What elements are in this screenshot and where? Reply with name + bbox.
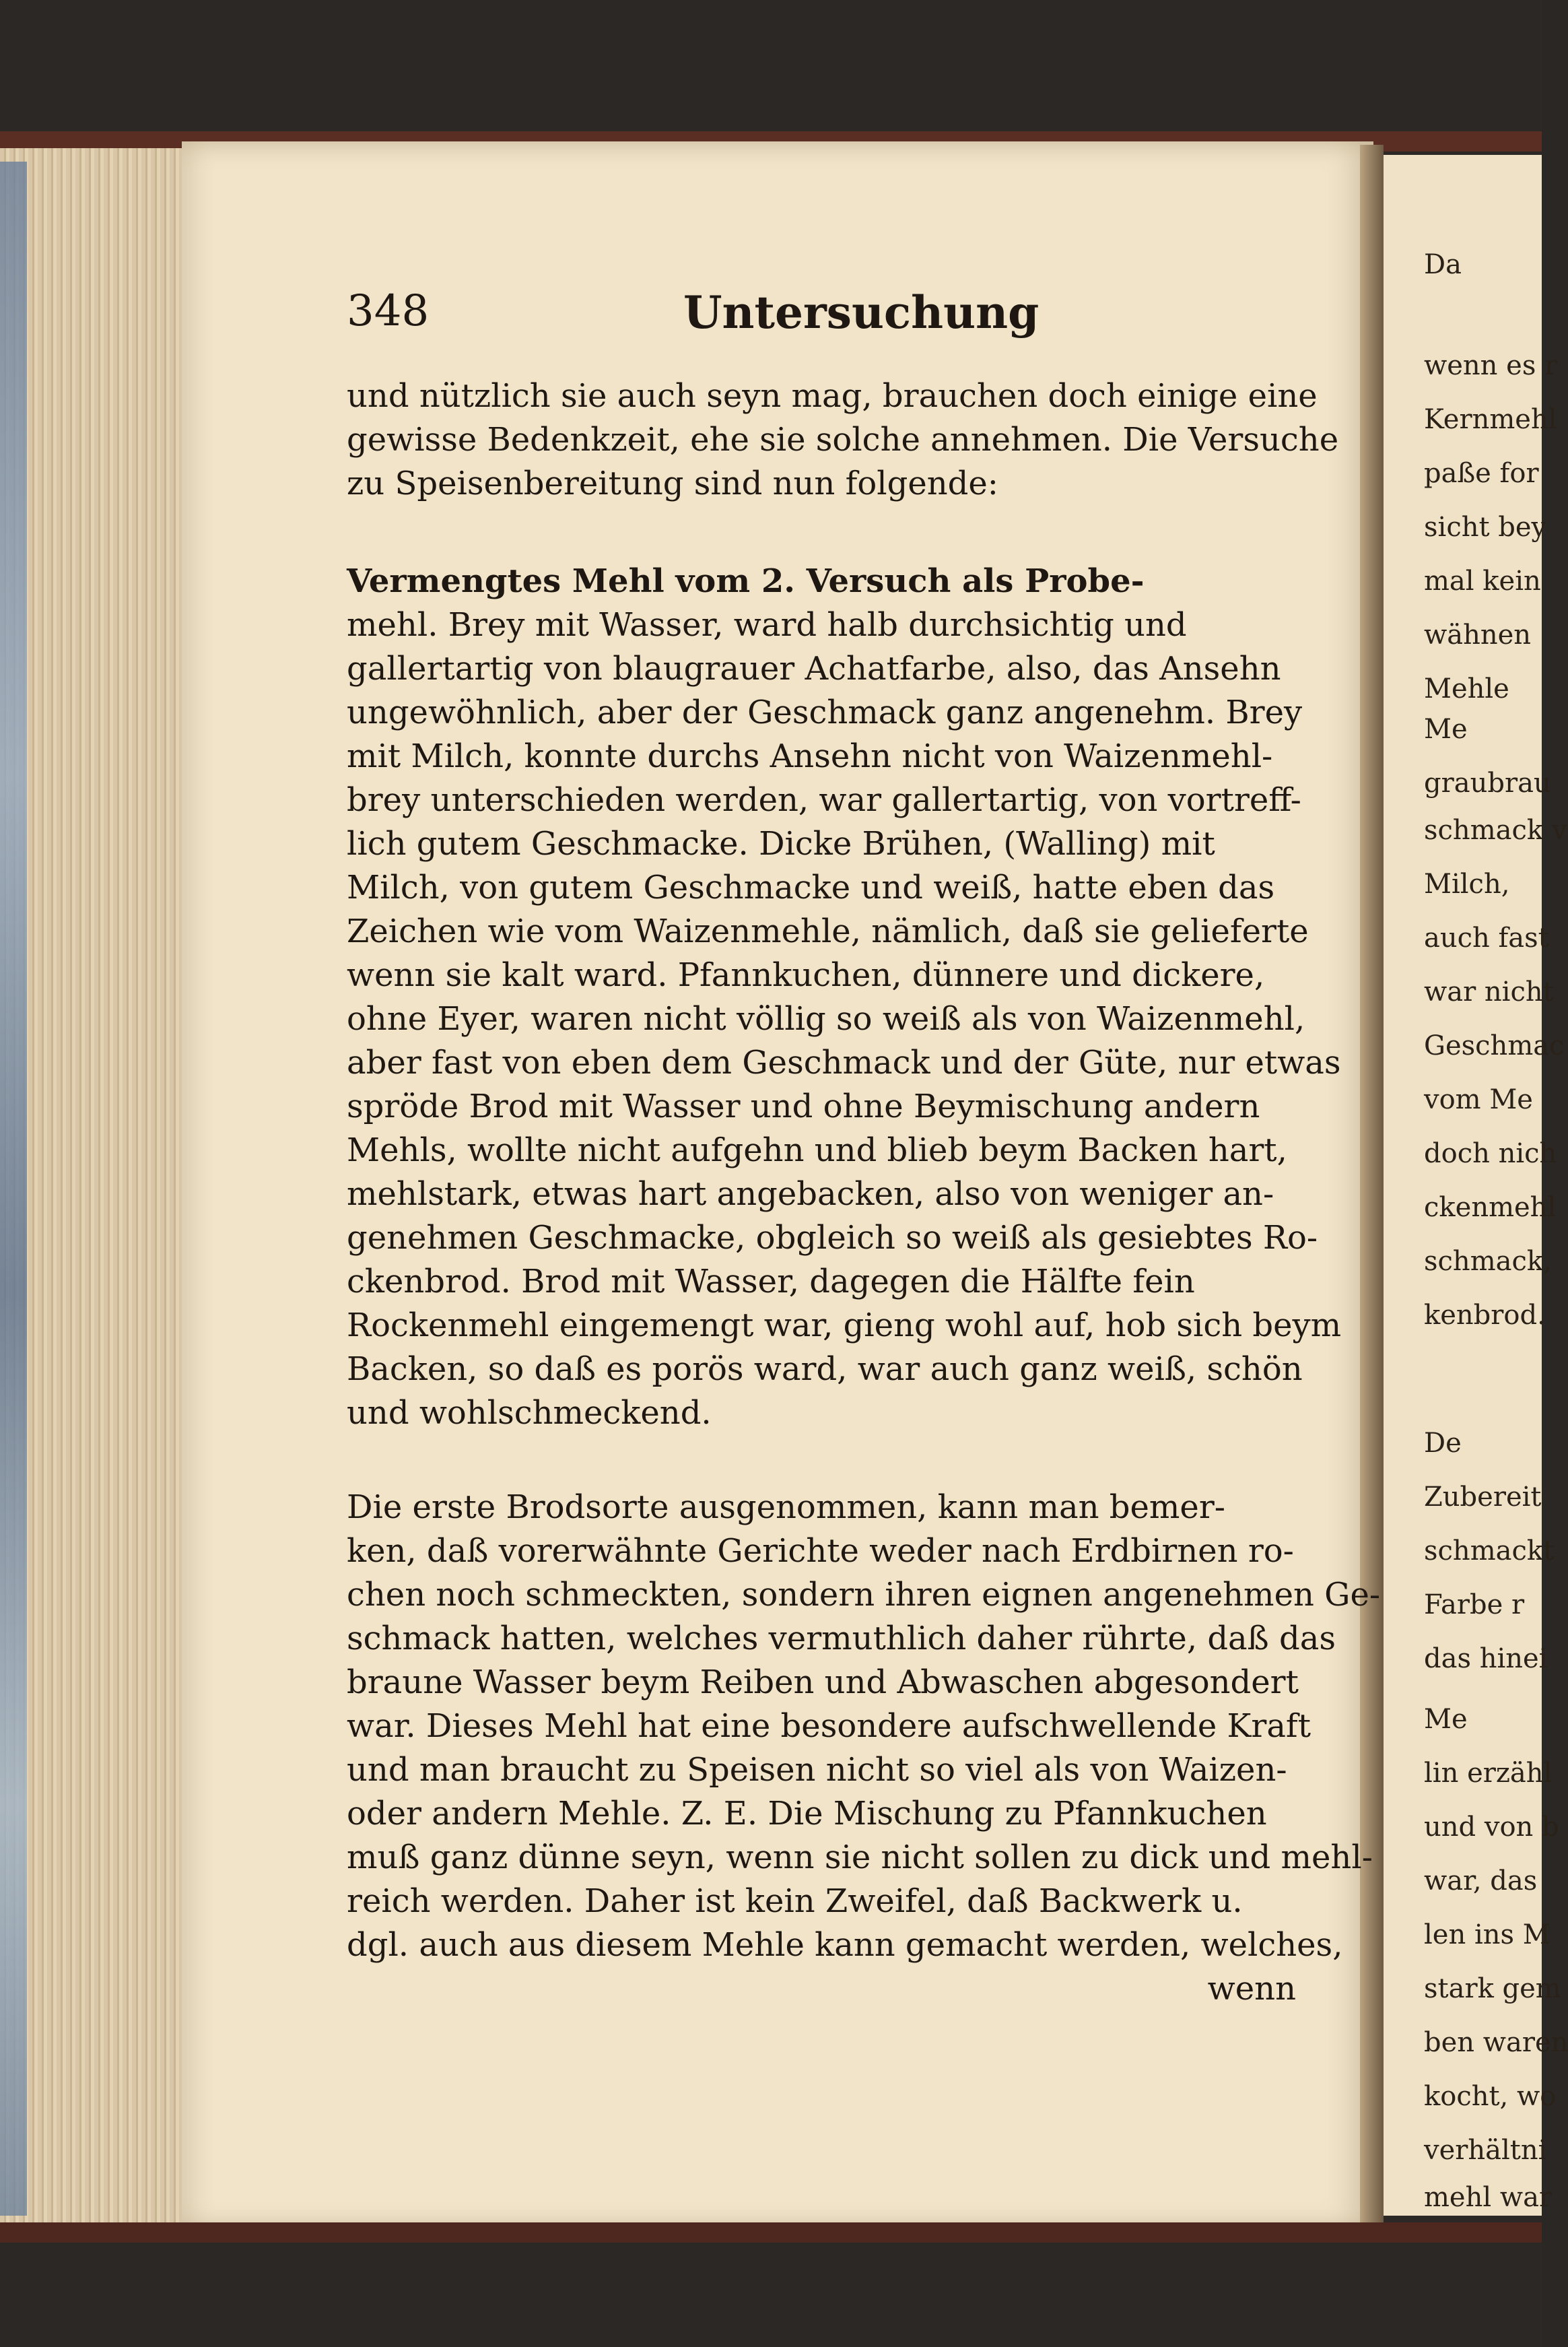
text-line: Backen, so daß es porös ward, war auch ganz weiß, schön bbox=[347, 1350, 1303, 1388]
text-line: Zeichen wie vom Waizenmehle, nämlich, daß sie gelieferte bbox=[347, 913, 1309, 950]
facing-page-line: und von b bbox=[1424, 1812, 1559, 1843]
facing-page-line: mehl war bbox=[1424, 2182, 1553, 2213]
text-line: und nützlich sie auch seyn mag, brauchen doch einige eine bbox=[347, 377, 1318, 415]
facing-page-line: verhältni bbox=[1424, 2135, 1547, 2166]
text-line: gallertartig von blaugrauer Achatfarbe, also, das Ansehn bbox=[347, 650, 1281, 688]
facing-page-line: Me bbox=[1424, 1704, 1468, 1735]
book-gutter bbox=[1360, 145, 1384, 2226]
text-line: mehl. Brey mit Wasser, ward halb durchsichtig und bbox=[347, 606, 1187, 644]
text-line: wenn bbox=[1207, 1970, 1296, 2008]
text-line: chen noch schmeckten, sondern ihren eignen angenehmen Ge- bbox=[347, 1576, 1381, 1614]
page-header bbox=[347, 286, 1296, 340]
facing-page-line: kenbrod. bbox=[1424, 1300, 1546, 1331]
text-line: oder andern Mehle. Z. E. Die Mischung zu Pfannkuchen bbox=[347, 1795, 1267, 1832]
text-line: aber fast von eben dem Geschmack und der Güte, nur etwas bbox=[347, 1044, 1341, 1082]
facing-page-line: schmackt bbox=[1424, 1535, 1555, 1566]
marbled-edge bbox=[0, 162, 27, 2216]
text-line: braune Wasser beym Reiben und Abwaschen abgesondert bbox=[347, 1663, 1299, 1701]
text-line: schmack hatten, welches vermuthlich daher rührte, daß das bbox=[347, 1620, 1336, 1657]
running-title: Untersuchung bbox=[683, 286, 1039, 339]
facing-page-line: vom Me bbox=[1424, 1084, 1533, 1115]
facing-page-line: De bbox=[1424, 1428, 1462, 1459]
facing-page-line: Farbe r bbox=[1424, 1589, 1525, 1620]
facing-page-line: wähnen bbox=[1424, 620, 1532, 651]
facing-page-line: war nicht bbox=[1424, 977, 1554, 1007]
facing-page-line: Da bbox=[1424, 249, 1462, 280]
facing-page-line: das hinei bbox=[1424, 1643, 1548, 1674]
text-line: genehmen Geschmacke, obgleich so weiß als gesiebtes Ro- bbox=[347, 1219, 1318, 1257]
text-line: spröde Brod mit Wasser und ohne Beymischung andern bbox=[347, 1088, 1260, 1125]
facing-page-line: Milch, bbox=[1424, 869, 1510, 900]
text-line: Mehls, wollte nicht aufgehn und blieb beym Backen hart, bbox=[347, 1131, 1287, 1169]
text-line: und man braucht zu Speisen nicht so viel als von Waizen- bbox=[347, 1751, 1287, 1789]
text-line: ken, daß vorerwähnte Gerichte weder nach Erdbirnen ro- bbox=[347, 1532, 1294, 1570]
facing-page-line: ckenmehl bbox=[1424, 1192, 1557, 1223]
facing-page-line: Kernmehl bbox=[1424, 404, 1557, 435]
text-line: Die erste Brodsorte ausgenommen, kann man bemer- bbox=[347, 1488, 1225, 1526]
text-line: ckenbrod. Brod mit Wasser, dagegen die Hälfte fein bbox=[347, 1263, 1195, 1300]
facing-page-line: Geschmac bbox=[1424, 1030, 1565, 1061]
text-line: gewisse Bedenkzeit, ehe sie solche annehmen. Die Versuche bbox=[347, 421, 1339, 459]
facing-page-line: Zubereit bbox=[1424, 1482, 1542, 1513]
text-line: und wohlschmeckend. bbox=[347, 1394, 712, 1432]
facing-page-line: auch fast bbox=[1424, 923, 1549, 954]
facing-page-line: Mehle bbox=[1424, 673, 1509, 704]
facing-page-line: schmack v bbox=[1424, 815, 1567, 846]
text-line: brey unterschieden werden, war gallertartig, von vortreff- bbox=[347, 781, 1301, 819]
facing-page-line: kocht, wo bbox=[1424, 2081, 1557, 2112]
facing-page-line: schmack, bbox=[1424, 1246, 1552, 1277]
section-heading-line: Vermengtes Mehl vom 2. Versuch als Probe- bbox=[347, 562, 1145, 600]
facing-page-line: ben waren bbox=[1424, 2027, 1568, 2058]
text-line: Rockenmehl eingemengt war, gieng wohl auf, hob sich beym bbox=[347, 1307, 1342, 1344]
text-line: dgl. auch aus diesem Mehle kann gemacht werden, welches, bbox=[347, 1926, 1343, 1964]
facing-page-line: wenn es r bbox=[1424, 350, 1558, 381]
text-line: lich gutem Geschmacke. Dicke Brühen, (Walling) mit bbox=[347, 825, 1215, 863]
text-line: mit Milch, konnte durchs Ansehn nicht von Waizenmehl- bbox=[347, 737, 1273, 775]
facing-page-line: Me bbox=[1424, 714, 1468, 745]
book-cover-bottom bbox=[0, 2222, 1542, 2243]
page-edges bbox=[0, 148, 184, 2222]
text-line: muß ganz dünne seyn, wenn sie nicht sollen zu dick und mehl- bbox=[347, 1839, 1373, 1876]
page-number: 348 bbox=[347, 286, 430, 336]
facing-page-line: len ins M bbox=[1424, 1919, 1550, 1950]
facing-page-line: doch nich bbox=[1424, 1138, 1557, 1169]
text-line: ohne Eyer, waren nicht völlig so weiß als von Waizenmehl, bbox=[347, 1000, 1305, 1038]
facing-page-line: war, das bbox=[1424, 1865, 1538, 1896]
facing-page-fragment bbox=[1384, 155, 1568, 2216]
facing-page-line: paße for bbox=[1424, 458, 1539, 489]
text-line: mehlstark, etwas hart angebacken, also von weniger an- bbox=[347, 1175, 1274, 1213]
text-line: Milch, von gutem Geschmacke und weiß, hatte eben das bbox=[347, 869, 1275, 906]
facing-page-line: mal kein bbox=[1424, 566, 1541, 597]
facing-page-line: stark gem bbox=[1424, 1973, 1561, 2004]
text-line: wenn sie kalt ward. Pfannkuchen, dünnere und dickere, bbox=[347, 956, 1265, 994]
text-line: zu Speisenbereitung sind nun folgende: bbox=[347, 465, 998, 502]
text-line: war. Dieses Mehl hat eine besondere aufschwellende Kraft bbox=[347, 1707, 1311, 1745]
facing-page-line: lin erzähl bbox=[1424, 1758, 1553, 1789]
facing-page-line: graubrau bbox=[1424, 768, 1551, 799]
facing-page-line: sicht bey bbox=[1424, 512, 1547, 543]
text-line: reich werden. Daher ist kein Zweifel, daß Backwerk u. bbox=[347, 1882, 1243, 1920]
text-line: ungewöhnlich, aber der Geschmack ganz angenehm. Brey bbox=[347, 694, 1303, 731]
